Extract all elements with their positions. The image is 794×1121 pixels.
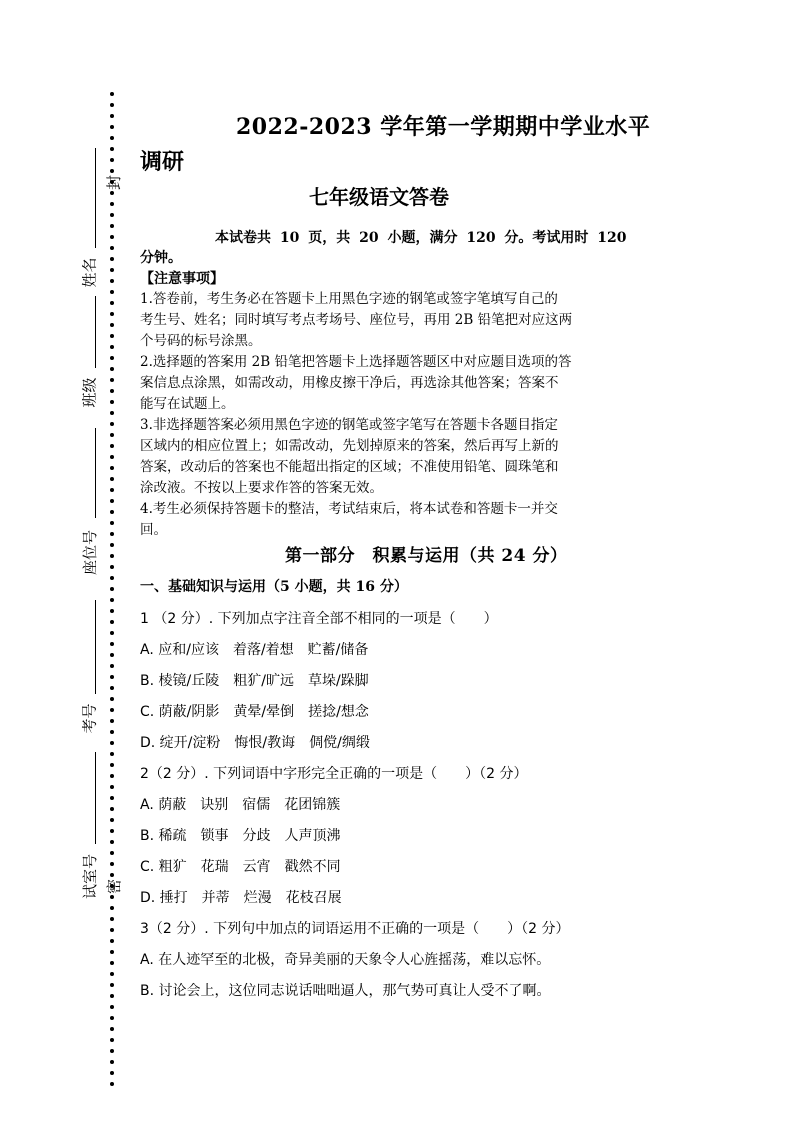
- binding-dot: [110, 598, 114, 602]
- question-3: 3（2 分）. 下列句中加点的词语运用不正确的一项是（ ）（2 分）: [140, 921, 570, 937]
- binding-dot: [110, 543, 114, 547]
- notice-title: 【注意事项】: [140, 271, 224, 287]
- option-1d: D. 绽开/淀粉 悔恨/教诲 倜傥/绸缎: [140, 735, 370, 751]
- binding-dot: [110, 741, 114, 745]
- binding-dot: [110, 169, 114, 173]
- binding-dot: [110, 807, 114, 811]
- binding-dot: [110, 917, 114, 921]
- seat-fill-line[interactable]: [95, 428, 96, 518]
- exam-no-fill-line[interactable]: [95, 600, 96, 694]
- binding-dot: [110, 895, 114, 899]
- seat-label: 座位号: [81, 529, 100, 576]
- question-1: 1 （2 分）. 下列加点字注音全部不相同的一项是（ ）: [140, 611, 498, 627]
- binding-dot: [110, 334, 114, 338]
- binding-dot: [110, 202, 114, 206]
- binding-dot: [110, 565, 114, 569]
- binding-dot: [110, 246, 114, 250]
- binding-dot: [110, 477, 114, 481]
- binding-dot: [110, 356, 114, 360]
- binding-dot: [110, 972, 114, 976]
- option-2a: A. 荫蔽 诀别 宿儒 花团锦簇: [140, 797, 341, 813]
- notice-line: 4.考生必须保持答题卡的整洁，考试结束后，将本试卷和答题卡一并交: [140, 501, 558, 517]
- binding-dot: [110, 939, 114, 943]
- binding-dot: [110, 961, 114, 965]
- binding-dot: [110, 224, 114, 228]
- exam-title-cont: 调研: [140, 149, 185, 175]
- binding-dot: [110, 411, 114, 415]
- binding-dot: [110, 1016, 114, 1020]
- binding-dot: [110, 719, 114, 723]
- binding-dot: [110, 444, 114, 448]
- binding-dot: [110, 268, 114, 272]
- binding-dot: [110, 433, 114, 437]
- binding-dot: [110, 257, 114, 261]
- notice-line: 能写在试题上。: [140, 396, 235, 412]
- secret-label: 密: [105, 878, 124, 895]
- binding-dot: [110, 1038, 114, 1042]
- notice-line: 答案，改动后的答案也不能超出指定的区域；不准使用铅笔、圆珠笔和: [140, 459, 559, 475]
- binding-dot: [110, 620, 114, 624]
- exam-info-cont: 分钟。: [140, 250, 182, 266]
- binding-dot: [110, 345, 114, 349]
- notice-line: 3.非选择题答案必须用黑色字迹的钢笔或签字笔写在答题卡各题目指定: [140, 417, 558, 433]
- binding-dot: [110, 873, 114, 877]
- binding-dot: [110, 697, 114, 701]
- option-1c: C. 荫蔽/阴影 黄晕/晕倒 搓捻/想念: [140, 704, 369, 720]
- binding-dot: [110, 851, 114, 855]
- binding-dot: [110, 532, 114, 536]
- binding-dot: [110, 323, 114, 327]
- binding-dot: [110, 752, 114, 756]
- name-label: 姓名: [80, 257, 99, 288]
- part-title: 第一部分 积累与运用（共 24 分）: [285, 546, 568, 566]
- option-2b: B. 稀疏 锁事 分歧 人声顶沸: [140, 828, 341, 844]
- option-3b: B. 讨论会上，这位同志说话咄咄逼人，那气势可真让人受不了啊。: [140, 983, 551, 999]
- binding-dot: [110, 818, 114, 822]
- seal-label: 封: [105, 174, 124, 191]
- binding-dot: [110, 378, 114, 382]
- notice-line: 回。: [140, 522, 167, 538]
- binding-dot: [110, 708, 114, 712]
- name-fill-line[interactable]: [95, 148, 96, 248]
- binding-dot: [110, 312, 114, 316]
- option-2c: C. 粗犷 花瑞 云宵 戳然不同: [140, 859, 341, 875]
- binding-dot: [110, 114, 114, 118]
- option-2d: D. 捶打 并蒂 烂漫 花枝召展: [140, 890, 342, 906]
- binding-dot: [110, 1049, 114, 1053]
- exam-title: 2022-2023 学年第一学期期中学业水平: [236, 114, 651, 140]
- binding-dot: [110, 235, 114, 239]
- option-1a: A. 应和/应该 着落/着想 贮蓄/储备: [140, 642, 369, 658]
- binding-dot: [110, 983, 114, 987]
- binding-dot: [110, 301, 114, 305]
- section-title: 一、基础知识与运用（5 小题，共 16 分）: [140, 579, 408, 595]
- exam-subtitle: 七年级语文答卷: [309, 185, 449, 209]
- binding-dot: [110, 653, 114, 657]
- binding-dot: [110, 389, 114, 393]
- binding-dot: [110, 367, 114, 371]
- class-fill-line[interactable]: [95, 296, 96, 368]
- binding-dot: [110, 103, 114, 107]
- exam-no-label: 考号: [80, 703, 99, 734]
- binding-dot: [110, 774, 114, 778]
- binding-dot: [110, 521, 114, 525]
- binding-dot: [110, 1005, 114, 1009]
- binding-dotted-line: [106, 92, 118, 1092]
- binding-dot: [110, 92, 114, 96]
- binding-dot: [110, 829, 114, 833]
- binding-dot: [110, 158, 114, 162]
- notice-line: 2.选择题的答案用 2B 铅笔把答题卡上选择题答题区中对应题目选项的答: [140, 354, 572, 370]
- binding-dot: [110, 1082, 114, 1086]
- binding-dot: [110, 400, 114, 404]
- binding-dot: [110, 455, 114, 459]
- binding-dot: [110, 576, 114, 580]
- binding-dot: [110, 642, 114, 646]
- binding-dot: [110, 631, 114, 635]
- room-label: 试室号: [81, 853, 100, 900]
- notice-line: 涂改液。不按以上要求作答的答案无效。: [140, 480, 383, 496]
- notice-line: 案信息点涂黑，如需改动，用橡皮擦干净后，再选涂其他答案；答案不: [140, 375, 559, 391]
- binding-dot: [110, 785, 114, 789]
- binding-dot: [110, 587, 114, 591]
- binding-dot: [110, 763, 114, 767]
- binding-dot: [110, 1027, 114, 1031]
- binding-dot: [110, 290, 114, 294]
- binding-dot: [110, 488, 114, 492]
- binding-dot: [110, 499, 114, 503]
- binding-dot: [110, 796, 114, 800]
- notice-line: 考生号、姓名；同时填写考点考场号、座位号，再用 2B 铅笔把对应这两: [140, 312, 573, 328]
- notice-line: 1.答卷前，考生务必在答题卡上用黑色字迹的钢笔或签字笔填写自己的: [140, 291, 558, 307]
- class-label: 班级: [80, 377, 99, 408]
- notice-line: 个号码的标号涂黑。: [140, 333, 262, 349]
- option-3a: A. 在人迹罕至的北极，奇异美丽的天象令人心旌摇荡，难以忘怀。: [140, 952, 551, 968]
- binding-dot: [110, 279, 114, 283]
- binding-dot: [110, 840, 114, 844]
- binding-dot: [110, 510, 114, 514]
- binding-dot: [110, 136, 114, 140]
- binding-dot: [110, 950, 114, 954]
- binding-dot: [110, 675, 114, 679]
- question-2: 2（2 分）. 下列词语中字形完全正确的一项是（ ）（2 分）: [140, 766, 528, 782]
- binding-dot: [110, 928, 114, 932]
- option-1b: B. 棱镜/丘陵 粗犷/旷远 草垛/跺脚: [140, 673, 369, 689]
- binding-dot: [110, 466, 114, 470]
- binding-dot: [110, 147, 114, 151]
- binding-dot: [110, 862, 114, 866]
- exam-info: 本试卷共 10 页，共 20 小题，满分 120 分。考试用时 120: [215, 230, 627, 246]
- binding-dot: [110, 1060, 114, 1064]
- binding-dot: [110, 1071, 114, 1075]
- notice-line: 区域内的相应位置上；如需改动，先划掉原来的答案，然后再写上新的: [140, 438, 559, 454]
- binding-dot: [110, 609, 114, 613]
- binding-dot: [110, 191, 114, 195]
- binding-dot: [110, 664, 114, 668]
- binding-dot: [110, 213, 114, 217]
- binding-dot: [110, 422, 114, 426]
- binding-dot: [110, 906, 114, 910]
- binding-dot: [110, 730, 114, 734]
- binding-dot: [110, 994, 114, 998]
- binding-dot: [110, 686, 114, 690]
- binding-dot: [110, 125, 114, 129]
- room-fill-line[interactable]: [95, 752, 96, 844]
- binding-dot: [110, 554, 114, 558]
